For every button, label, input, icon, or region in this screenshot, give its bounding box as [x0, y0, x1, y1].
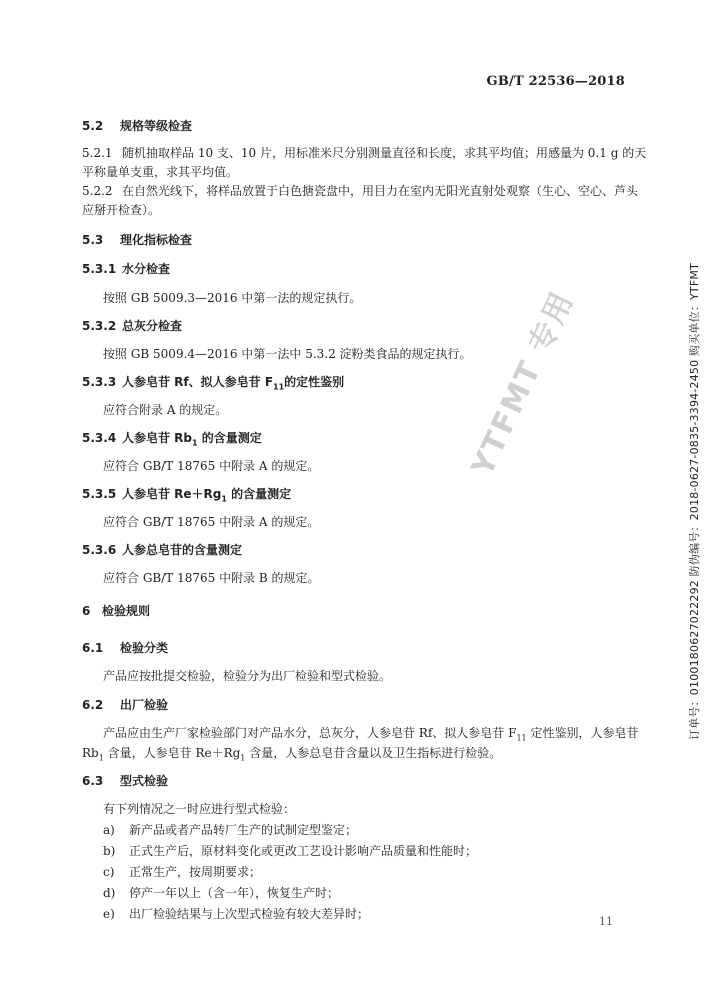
section-number: 5.2	[82, 119, 104, 133]
section-title-part: 人参皂苷 Rb	[122, 431, 193, 445]
subscript: 1	[240, 753, 246, 763]
subscript: 11	[516, 733, 527, 743]
list-item-text: 出厂检验结果与上次型式检验有较大差异时；	[129, 907, 370, 921]
section-title: 出厂检验	[120, 698, 169, 712]
section-6-3-heading	[82, 773, 168, 789]
clause-number: 5.2.2	[82, 184, 113, 198]
section-6-heading	[82, 603, 150, 619]
section-5-2-heading	[82, 118, 192, 134]
list-item	[103, 864, 261, 880]
section-6-1-heading	[82, 640, 168, 656]
list-item-label: a)	[103, 823, 115, 837]
list-item-text: 正常生产，按周期要求；	[129, 865, 262, 879]
section-5-3-6-text: 应符合 GB/T 18765 中附录 B 的规定。	[103, 571, 320, 585]
section-5-3-5-text: 应符合 GB/T 18765 中附录 A 的规定。	[103, 515, 320, 529]
section-title-part: 的含量测定	[226, 487, 292, 501]
clause-text: 随机抽取样品 10 支、10 片，用标准米尺分别测量直径和长度，求其平均值；用感量为 0.1 g 的天	[122, 146, 647, 160]
section-5-3-4-text: 应符合 GB/T 18765 中附录 A 的规定。	[103, 459, 320, 473]
section-number: 5.3.1	[82, 262, 117, 276]
section-title: 人参总皂苷的含量测定	[122, 543, 243, 557]
subscript: 1	[221, 494, 227, 504]
list-item-text: 正式生产后，原材料变化或更改工艺设计影响产品质量和性能时；	[129, 844, 478, 858]
section-5-3-6-heading	[82, 542, 242, 558]
section-title: 理化指标检查	[120, 233, 193, 247]
section-5-3-2-heading	[82, 318, 182, 334]
section-6-2-line2	[82, 745, 501, 761]
section-5-3-3-text: 应符合附录 A 的规定。	[103, 403, 228, 417]
section-5-2-1-line1	[82, 145, 646, 161]
section-5-3-5-heading	[82, 486, 291, 502]
section-title: 检验分类	[120, 641, 169, 655]
section-number: 5.3.5	[82, 487, 117, 501]
section-title-part: 的含量测定	[197, 431, 262, 445]
section-title-part: 的定性鉴别	[284, 375, 345, 389]
subscript: 11	[273, 382, 285, 392]
section-5-3-4-heading	[82, 430, 262, 446]
section-number: 5.3.2	[82, 319, 117, 333]
subscript: 1	[192, 438, 198, 448]
section-5-2-2-line2: 应掰开检查）。	[82, 203, 161, 217]
text-part: 含量，人参皂苷 Re＋Rg	[103, 746, 241, 760]
section-5-3-heading	[82, 232, 192, 248]
section-5-3-1-heading	[82, 261, 170, 277]
section-title: 规格等级检查	[120, 119, 193, 133]
section-5-3-1-text: 按照 GB 5009.3—2016 中第一法的规定执行。	[103, 291, 362, 305]
section-6-2-heading	[82, 697, 168, 713]
section-number: 6.2	[82, 698, 104, 712]
watermark: YTFMT 专用	[465, 285, 582, 482]
list-item-label: e)	[103, 907, 115, 921]
clause-number: 5.2.1	[82, 146, 113, 160]
list-item-label: d)	[103, 886, 116, 900]
list-item-text: 停产一年以上（含一年），恢复生产时；	[129, 886, 340, 900]
text-part: 产品应由生产厂家检验部门对产品水分，总灰分，人参皂苷 Rf、拟人参皂苷 F	[103, 726, 517, 740]
section-title-part: 人参皂苷 Re＋Rg	[122, 487, 222, 501]
section-number: 5.3.4	[82, 431, 117, 445]
text-part: Rb	[82, 746, 99, 760]
section-number: 6.3	[82, 774, 104, 788]
section-5-2-2-line1	[82, 183, 638, 199]
standard-code: GB/T 22536—2018	[486, 74, 625, 89]
list-item-label: c)	[103, 865, 115, 879]
list-item	[103, 885, 339, 901]
section-number: 5.3.3	[82, 375, 117, 389]
clause-text: 在自然光线下，将样品放置于白色搪瓷盘中，用目力在室内无阳光直射处观察（生心、空心、芦头	[122, 184, 639, 198]
section-6-1-text: 产品应按批提交检验，检验分为出厂检验和型式检验。	[103, 669, 392, 683]
section-5-3-3-heading	[82, 374, 344, 390]
section-6-3-intro: 有下列情况之一时应进行型式检验：	[103, 802, 296, 816]
section-number: 6.1	[82, 641, 104, 655]
section-number: 5.3	[82, 233, 104, 247]
list-item-label: b)	[103, 844, 116, 858]
text-part: 含量，人参总皂苷含量以及卫生指标进行检验。	[245, 746, 502, 760]
list-item-text: 新产品或者产品转厂生产的试制定型鉴定；	[129, 823, 358, 837]
section-6-2-line1	[103, 725, 638, 741]
section-title-part: 人参皂苷 Rf、拟人参皂苷 F	[122, 375, 274, 389]
side-order-info: 订单号：0100180627022292 防伪编号：2018-0627-0835-3394-2450 购买单位：YTFMT	[688, 263, 701, 740]
subscript: 1	[98, 753, 104, 763]
section-5-2-1-line2: 平称量单支重，求其平均值。	[82, 165, 239, 179]
section-title: 水分检查	[122, 262, 171, 276]
section-title: 型式检验	[120, 774, 169, 788]
list-item	[103, 822, 357, 838]
section-title: 总灰分检查	[122, 319, 183, 333]
page-number: 11	[599, 915, 613, 928]
section-number: 6	[82, 604, 91, 618]
list-item	[103, 906, 369, 922]
section-title: 检验规则	[102, 604, 151, 618]
section-5-3-2-text: 按照 GB 5009.4—2016 中第一法中 5.3.2 淀粉类食品的规定执行。	[103, 347, 472, 361]
text-part: 定性鉴别，人参皂苷	[526, 726, 639, 740]
list-item	[103, 843, 477, 859]
section-number: 5.3.6	[82, 543, 117, 557]
